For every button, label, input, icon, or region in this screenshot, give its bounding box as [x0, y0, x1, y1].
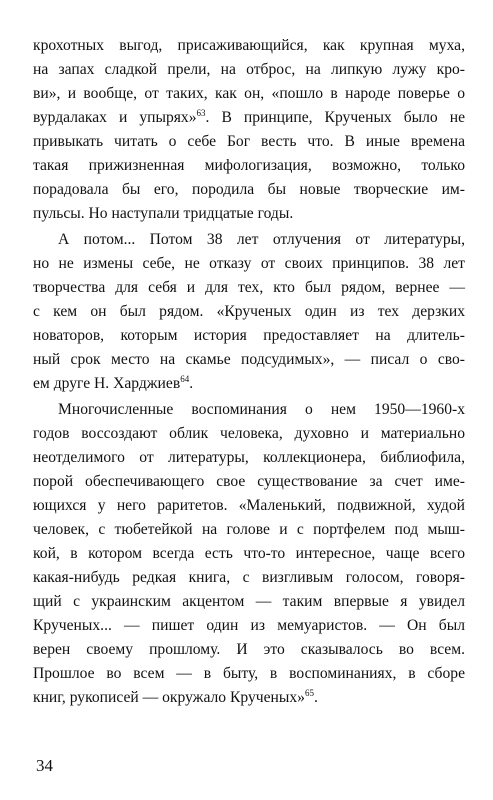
text-line: А потом... Потом 38 лет отлучения от литературы,: [58, 231, 465, 248]
text-line: [33, 374, 465, 394]
text-line: такая прижизненная мифологизация, возможно, только: [33, 157, 465, 174]
text-line: щий с украинским акцентом — таким впервые я увидел: [33, 593, 465, 610]
text-line: пульсы. Но наступали тридцатые годы.: [33, 205, 294, 222]
text-line: привыкать читать о себе Бог весть что. В иные времена: [33, 133, 465, 150]
text-segment: ем друге Н. Харджиев: [33, 375, 181, 392]
text-line: неотделимого от литературы, коллекционера, библиофила,: [33, 449, 465, 466]
text-segment: . В принципе, Крученых было не: [205, 109, 465, 126]
text-segment: вурдалаках и упырях»: [33, 109, 197, 126]
text-line: какая-нибудь редкая книга, с визгливым голосом, говоря-: [33, 569, 465, 586]
text-line: верен своему прошлому. И это сказывалось во всем.: [33, 641, 465, 658]
footnote-ref: 65: [304, 687, 314, 698]
text-line: кой, в котором всегда есть что-то интересное, чаще всего: [33, 545, 465, 562]
text-segment: .: [313, 689, 318, 706]
text-line: годов воссоздают облик человека, духовно и материально: [33, 425, 465, 442]
page-number: 34: [36, 756, 53, 775]
text-line: на запах сладкой прели, на отброс, на липкую лужу кро-: [33, 61, 465, 78]
text-line: ви», и вообще, от таких, как он, «пошло в народе поверье о: [33, 85, 465, 102]
text-line: с кем он был рядом. «Крученых один из тех дерзких: [33, 303, 465, 320]
text-line: Крученых... — пишет один из мемуаристов. — Он был: [33, 617, 465, 634]
text-line: но не измены себе, не отказу от своих принципов. 38 лет: [33, 255, 465, 272]
text-line: Прошлое во всем — в быту, в воспоминаниях, в сборе: [33, 665, 465, 682]
text-line: новаторов, которым история предоставляет на длитель-: [33, 327, 465, 344]
text-line: творчества для себя и для тех, кто был рядом, вернее —: [33, 279, 465, 296]
text-segment: .: [189, 375, 194, 392]
text-line: человек, с тюбетейкой на голове и с портфелем под мыш-: [33, 521, 465, 538]
text-line: крохотных выгод, присаживающийся, как крупная муха,: [33, 37, 465, 54]
text-segment: книг, рукописей — окружало Крученых»: [33, 689, 305, 706]
footnote-ref: 64: [180, 373, 190, 384]
text-line: порадовала бы его, породила бы новые творческие им-: [33, 181, 465, 198]
text-line: Многочисленные воспоминания о нем 1950—1960-х: [58, 401, 465, 418]
text-line: [33, 108, 465, 128]
text-line: порой обеспечивающего свое существование за счет име-: [33, 473, 465, 490]
text-line: [33, 688, 465, 708]
text-line: ный срок место на скамье подсудимых», — писал о сво-: [33, 351, 465, 368]
footnote-ref: 63: [196, 107, 206, 118]
text-line: ющихся у него раритетов. «Маленький, подвижной, худой: [33, 497, 465, 514]
